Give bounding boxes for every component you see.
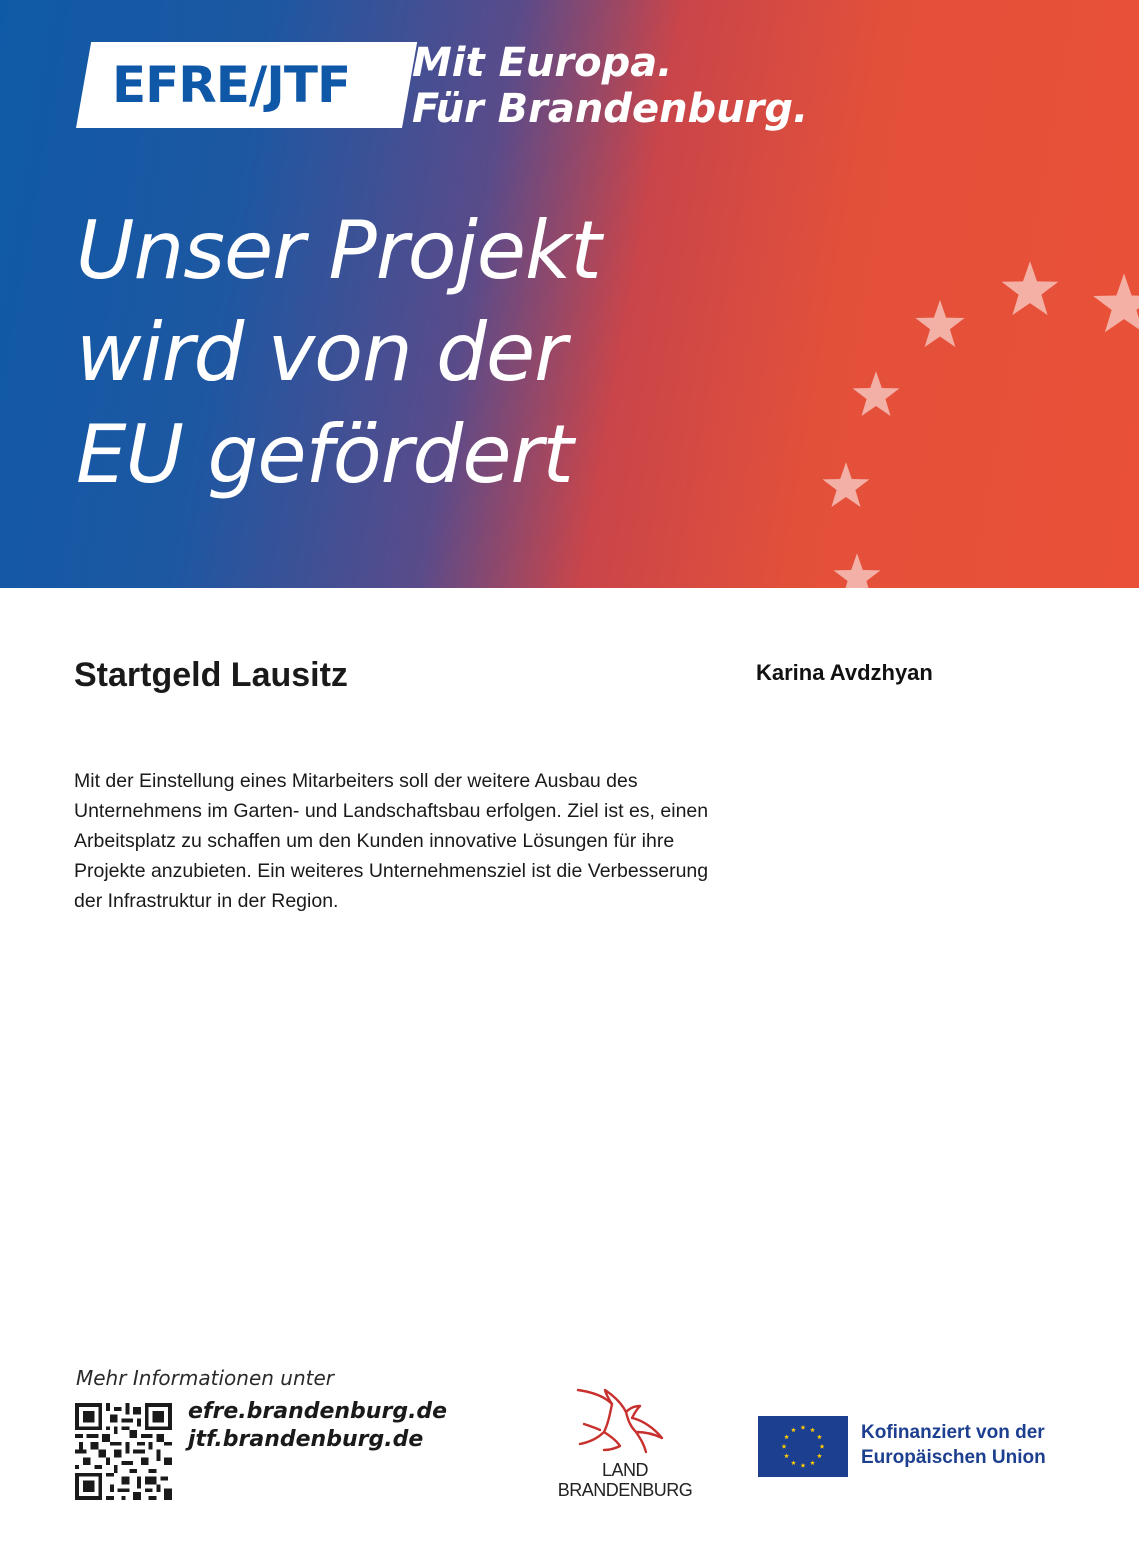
efre-badge-label: EFRE/JTF [112,56,351,114]
eu-text-line-1: Kofinanziert von der [861,1422,1045,1443]
project-description: Mit der Einstellung eines Mitarbeiters soll der weitere Ausbau des Unternehmens im Garten- und Landschaftsbau erfolgen. Ziel ist es, einen Arbeitsplatz zu schaffen um den Kunden innovative Lösungen für ihre Projekte anzubieten. Ein weiteres Unternehmensziel ist die Verbesserung der Infrastruktur in der Region. [74,770,709,912]
efre-link[interactable]: efre.brandenburg.de [188,1399,448,1424]
qr-code-icon[interactable] [75,1403,172,1500]
info-links [188,1398,447,1454]
star-icon [915,300,964,347]
slogan-line-2: Für Brandenburg. [412,86,809,132]
slogan-line-1: Mit Europa. [412,40,673,86]
brandenburg-line-1: LAND [601,1460,648,1480]
eu-text-line-2: Europäischen Union [861,1447,1046,1468]
jtf-link[interactable]: jtf.brandenburg.de [188,1427,424,1452]
headline-line-2: wird von der [76,306,567,399]
headline-line-1: Unser Projekt [76,204,601,297]
eu-stars-decoration [0,0,1139,588]
headline-line-3: EU gefördert [76,408,573,501]
star-icon [1093,274,1139,333]
more-info-label: Mehr Informationen unter [76,1366,334,1390]
star-icon [853,371,900,416]
project-title: Startgeld Lausitz [74,656,348,694]
hero-banner [0,0,1139,588]
brandenburg-eagle-icon [570,1386,670,1466]
star-icon [1002,261,1059,315]
brandenburg-line-2: BRANDENBURG [557,1480,693,1500]
star-icon [823,462,870,507]
eu-cofinanced-text [861,1420,1046,1470]
star-icon [834,553,881,588]
brandenburg-wordmark [540,1460,710,1500]
beneficiary-name: Karina Avdzhyan [756,660,933,685]
eu-flag-icon [758,1416,848,1477]
